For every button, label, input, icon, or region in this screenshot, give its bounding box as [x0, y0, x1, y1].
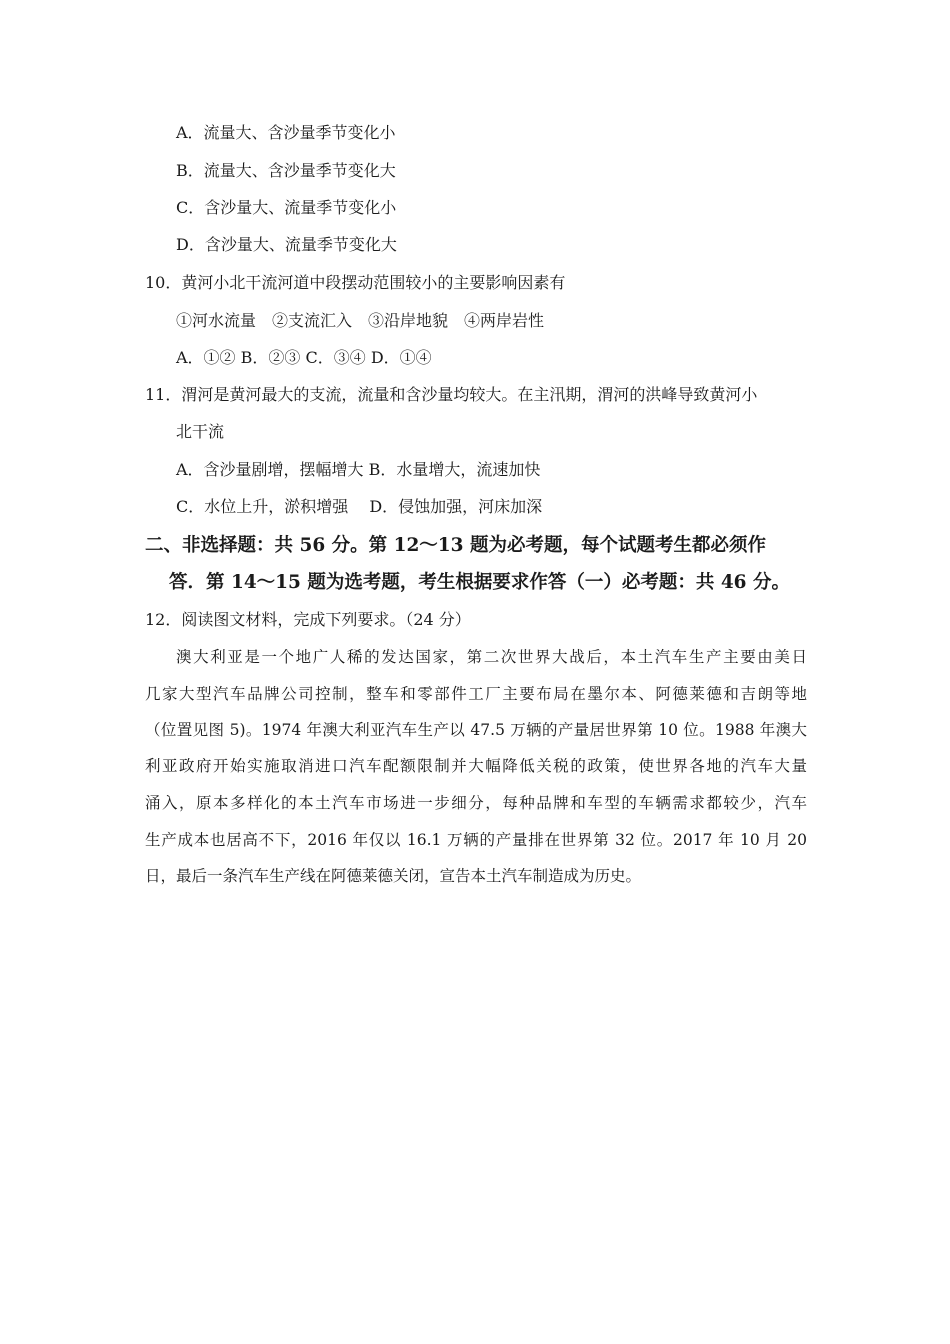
q12-stem: 12．阅读图文材料，完成下列要求。（24 分）: [145, 610, 471, 629]
q10-factors: ①河水流量 ②支流汇入 ③沿岸地貌 ④两岸岩性: [176, 311, 545, 330]
paragraph-line: 涌入，原本多样化的本土汽车市场进一步细分，每种品牌和车型的车辆需求都较少，汽车: [145, 794, 807, 812]
q10-options: A．①② B．②③ C．③④ D．①④: [176, 348, 432, 367]
q9-option-c: C．含沙量大、流量季节变化小: [176, 198, 397, 217]
paragraph-line: 日，最后一条汽车生产线在阿德莱德关闭，宣告本土汽车制造成为历史。: [145, 867, 642, 885]
paragraph-line: （位置见图 5)。1974 年澳大利亚汽车生产以 47.5 万辆的产量居世界第 10 位。1988 年澳大: [145, 721, 807, 739]
q9-option-b: B．流量大、含沙量季节变化大: [176, 161, 396, 180]
q11-options-line-1: A．含沙量剧增，摆幅增大 B．水量增大，流速加快: [176, 460, 541, 479]
section-2-heading-line-1: 二、非选择题：共 56 分。第 12～13 题为必考题，每个试题考生都必须作: [145, 535, 766, 556]
paragraph-line: 生产成本也居高不下，2016 年仅以 16.1 万辆的产量排在世界第 32 位。2017 年 10 月 20: [145, 831, 807, 849]
q9-option-d: D．含沙量大、流量季节变化大: [176, 235, 397, 254]
q11-options-line-2: C．水位上升，淤积增强 D．侵蚀加强，河床加深: [176, 497, 543, 516]
q10-stem: 10．黄河小北干流河道中段摆动范围较小的主要影响因素有: [145, 273, 566, 292]
paragraph-line: 几家大型汽车品牌公司控制，整车和零部件工厂主要布局在墨尔本、阿德莱德和吉朗等地: [145, 685, 807, 703]
paragraph-line: 澳大利亚是一个地广人稀的发达国家，第二次世界大战后，本土汽车生产主要由美日: [176, 648, 807, 666]
section-2-heading-line-2: 答．第 14～15 题为选考题，考生根据要求作答（一）必考题：共 46 分。: [169, 572, 790, 593]
q11-stem-line-1: 11．渭河是黄河最大的支流，流量和含沙量均较大。在主汛期，渭河的洪峰导致黄河小: [145, 385, 758, 404]
paragraph-line: 利亚政府开始实施取消进口汽车配额限制并大幅降低关税的政策，使世界各地的汽车大量: [145, 757, 807, 775]
q11-stem-line-2: 北干流: [176, 422, 225, 441]
q9-option-a: A．流量大、含沙量季节变化小: [176, 123, 396, 142]
